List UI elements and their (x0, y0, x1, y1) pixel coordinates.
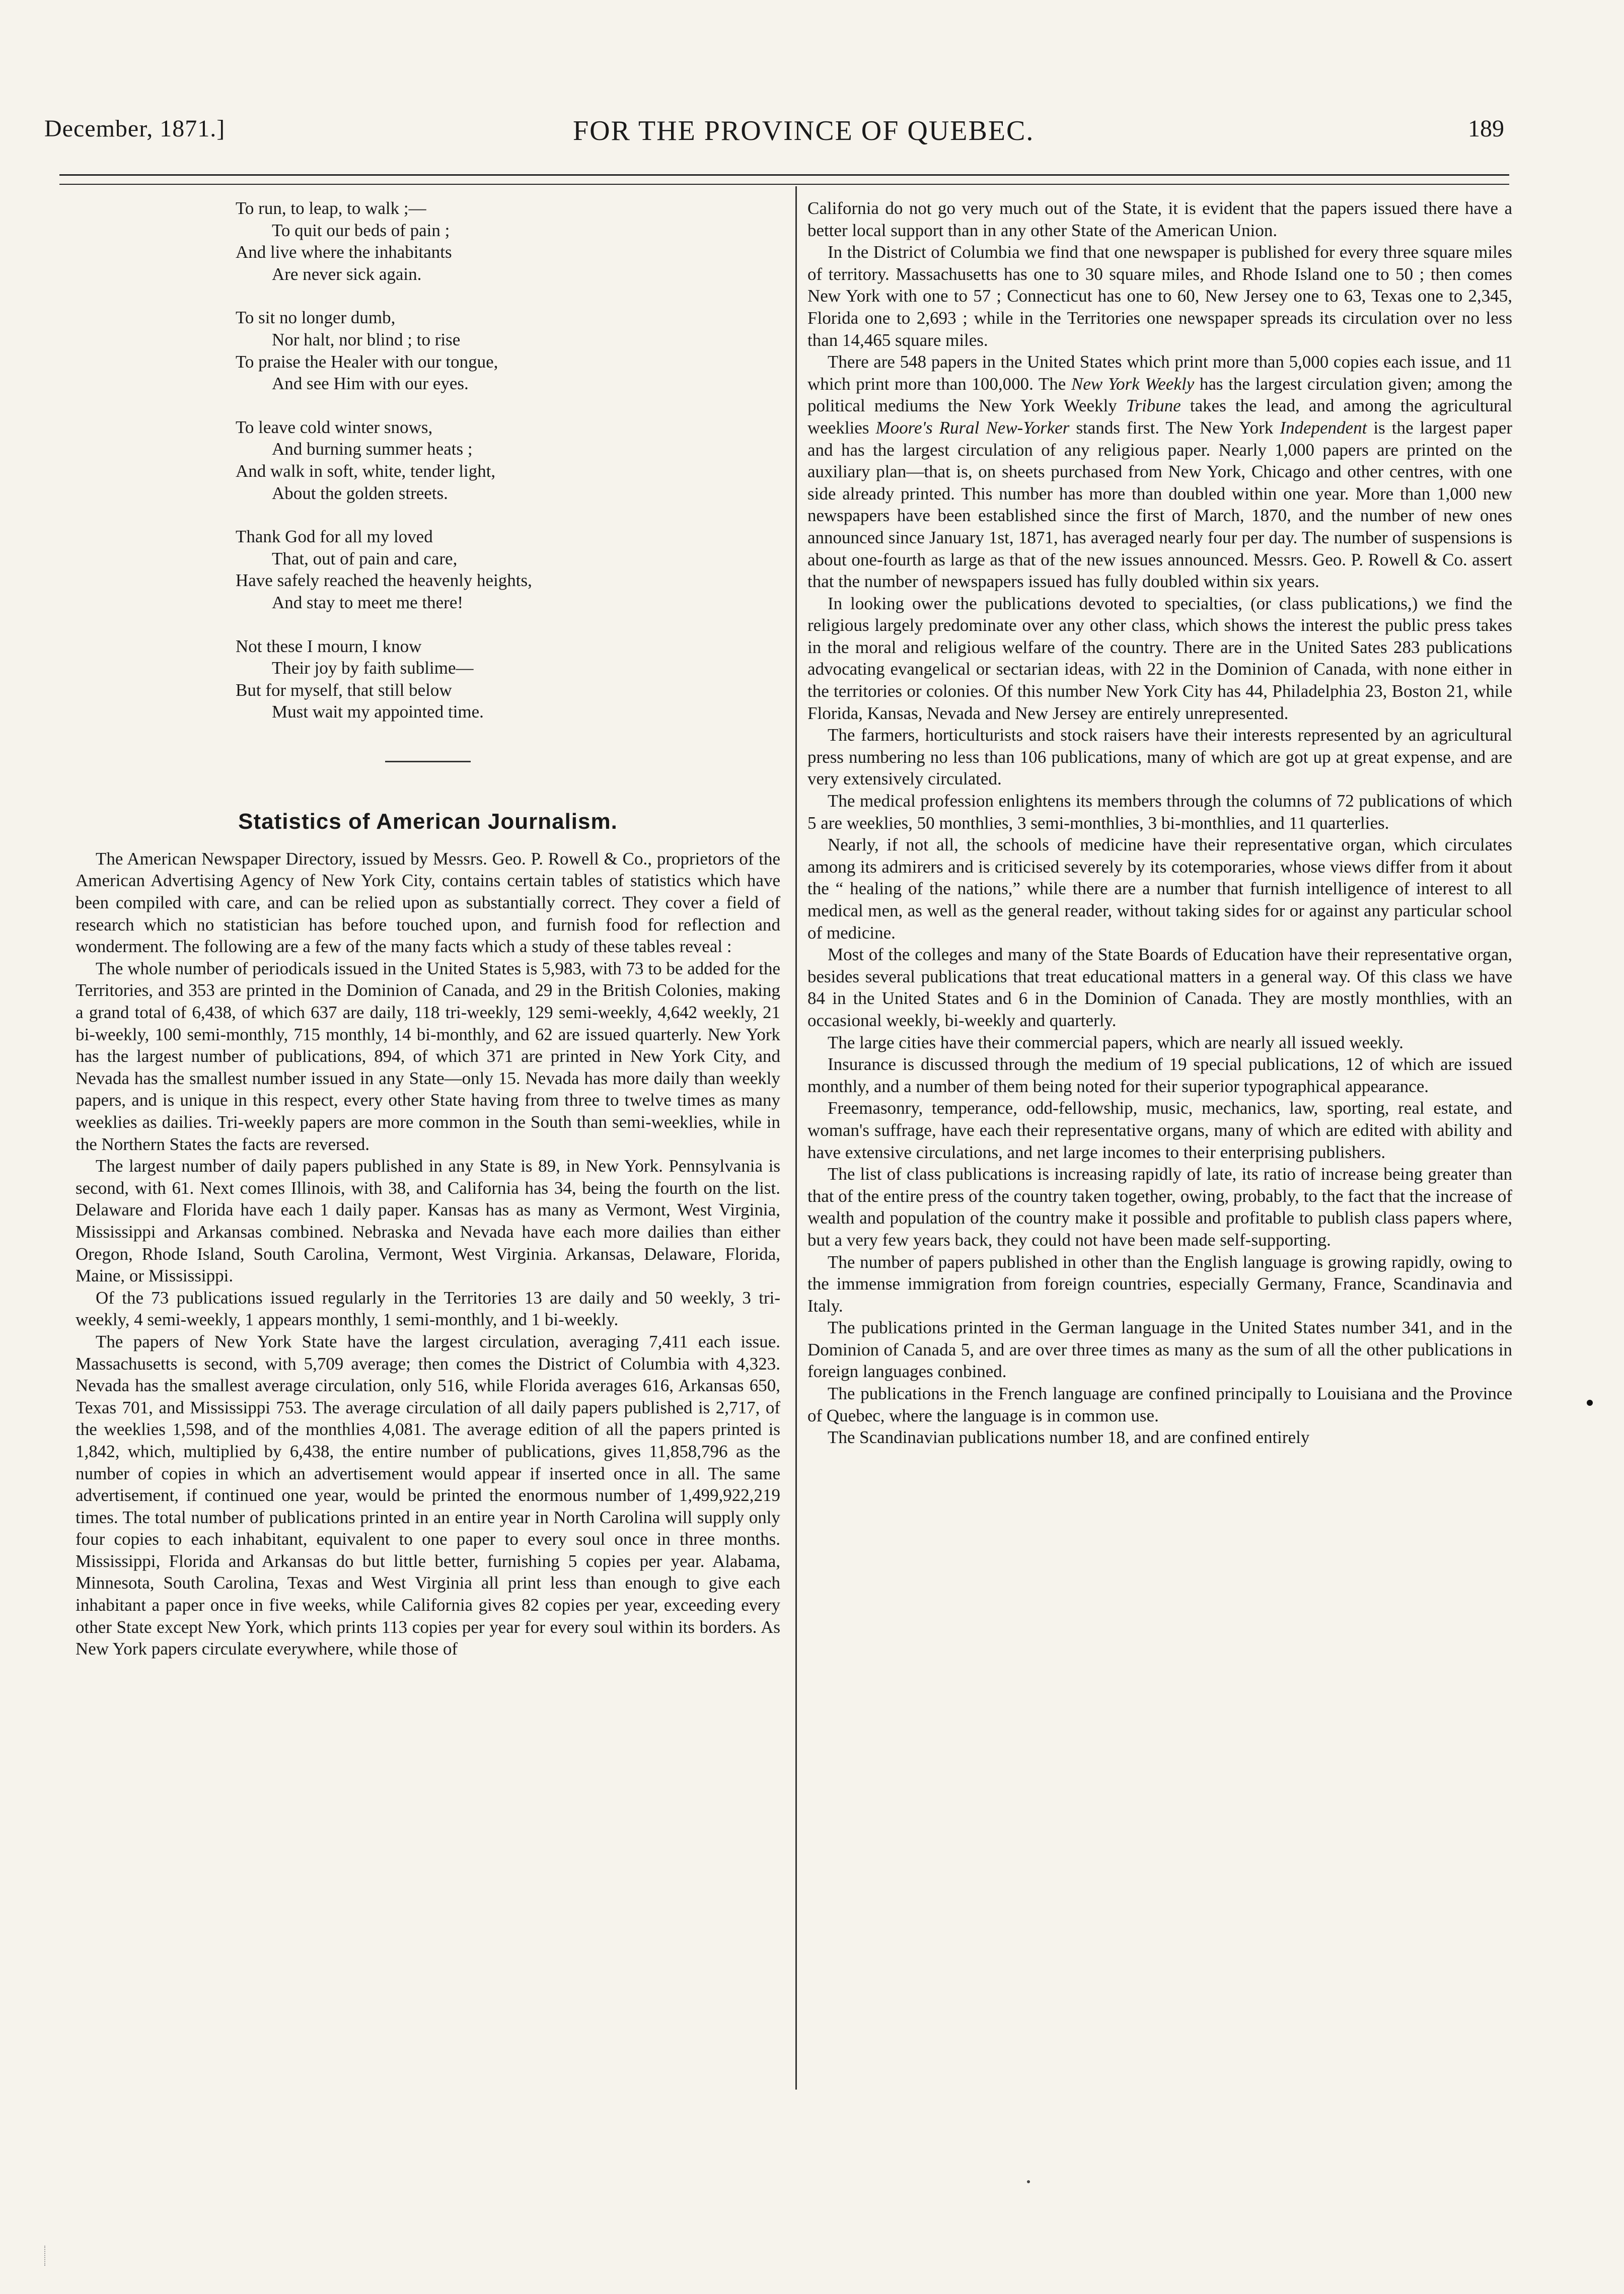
margin-mark (1587, 1400, 1593, 1406)
text-run: takes the lead, and among the agricultural weeklies (807, 396, 1512, 438)
article-paragraph: The American Newspaper Directory, issued by Messrs. Geo. P. Rowell & Co., proprietors of the American Advertising Agency of New York City, contains certain tables of statistics which have been compiled with care, and can be relied upon as substantially correct. They cover a field of research which no statistician has before touched upon, and furnish food for reflection and wonderment. The following are a few of the many facts which a study of these tables reveal : (76, 848, 780, 957)
italic-run: Independent (1280, 417, 1367, 438)
italic-run: New York Weekly (1071, 374, 1195, 394)
article-paragraph (807, 351, 1512, 593)
poem (236, 197, 780, 723)
poem-line: Thank God for all my loved (236, 527, 433, 547)
article-paragraph: Nearly, if not all, the schools of medicine have their representative organ, which circulates among its admirers and is criticised severely by its cotemporaries, whose views differ from it about the “ healing of the nations,” while there are a number that furnish intelligence of interest to all medical men, as well as the general reader, without taking sides for or against any particular school of medicine. (807, 835, 1512, 943)
text-run: has the largest circulation given; among the political mediums the New York Weekly (807, 374, 1513, 416)
poem-line: Nor halt, nor blind ; to rise (272, 329, 461, 349)
text-run: stands first. The New York (1069, 417, 1280, 438)
poem-line: Must wait my appointed time. (272, 702, 484, 722)
article-paragraph: The list of class publications is increasing rapidly of late, its ratio of increase being greater than that of the entire press of the country taken together, owing, probably, to the fact that the increase of wealth and population of the country make it possible and profitable to publish class papers where, but a very few years back, they could not have been made self-supporting. (807, 1164, 1512, 1250)
poem-stanza (236, 197, 780, 285)
header-title: FOR THE PROVINCE OF QUEBEC. (573, 115, 1035, 147)
poem-line: About the golden streets. (272, 483, 448, 503)
poem-line: And live where the inhabitants (236, 242, 452, 262)
poem-stanza (236, 307, 780, 394)
poem-line: And stay to meet me there! (272, 592, 464, 612)
header-date: December, 1871.] (44, 115, 226, 142)
article-paragraph: In looking ower the publications devoted to specialties, (or class publications,) we find the religious largely predominate over any other class, which shows the interest the public press takes in the moral and religious welfare of the country. There are in the United Sates 283 publications advocating evangelical or sectarian ideas, with 22 in the Dominion of Canada, with none either in the territories or colonies. Of this number New York City has 44, Philadelphia 23, Boston 21, while Florida, Kansas, Nevada and New Jersey are entirely unrepresented. (807, 593, 1512, 723)
page-number: 189 (1468, 115, 1504, 142)
article-paragraph: Of the 73 publications issued regularly in the Territories 13 are daily and 50 weekly, 3 tri-weekly, 4 semi-weekly, 1 appears monthly, 1 semi-monthly, and 1 bi-weekly. (76, 1287, 780, 1330)
article-title: Statistics of American Journalism. (238, 809, 618, 834)
article-paragraph: In the District of Columbia we find that one newspaper is published for every three square miles of territory. Massachusetts has one to 30 square miles, and Rhode Island one to 50 ; then comes New York with one to 57 ; Connecticut has one to 60, New Jersey one to 63, Texas one to 2,345, Florida one to 2,693 ; while in the Territories one newspaper spreads its circulation over no less than 14,465 square miles. (807, 242, 1512, 350)
page-speck (1027, 2180, 1030, 2183)
article-paragraph: Insurance is discussed through the medium of 19 special publications, 12 of which are issued monthly, and a number of them being noted for their superior typographical appearance. (807, 1054, 1512, 1096)
italic-run: Tribune (1126, 396, 1181, 416)
text-run: There are 548 papers in the United States which print more than 5,000 copies each issue, and 11 which print more than 100,000. The (807, 352, 1512, 394)
section-divider (385, 761, 471, 762)
article-paragraph: The publications printed in the German language in the United States number 341, and in the Dominion of Canada 5, and are over three times as many as the sum of all the other publications in foreign languages conbined. (807, 1318, 1512, 1382)
poem-line: But for myself, that still below (236, 680, 452, 700)
article-paragraph: The whole number of periodicals issued in the United States is 5,983, with 73 to be added for the Territories, and 353 are printed in the Dominion of Canada, and 29 in the British Colonies, making a grand total of 6,438, of which 637 are daily, 118 tri-weekly, 129 semi-weekly, 4,642 weekly, 21 bi-weekly, 100 semi-monthly, 715 monthly, 14 bi-monthly, and 62 are issued quarterly. New York has the largest number of publications, 894, of which 371 are printed in New York City, and Nevada has the smallest number issued in any State—only 15. Nevada has more daily than weekly papers, and is unique in this respect, every other State having from three to twelve times as many weeklies as dailies. Tri-weekly papers are more common in the South than semi-weeklies, while in the Northern States the facts are reversed. (76, 958, 780, 1154)
article-paragraph: Most of the colleges and many of the State Boards of Education have their representative organ, besides several publications that treat educational matters in a general way. Of this class we have 84 in the United States and 6 in the Dominion of Canada. They are mostly monthlies, with an occasional weekly, bi-weekly and quarterly. (807, 945, 1512, 1030)
poem-line: Are never sick again. (272, 264, 422, 284)
italic-run: Moore's Rural New-Yorker (875, 417, 1070, 438)
poem-line: Their joy by faith sublime— (272, 658, 474, 678)
article-paragraph: Freemasonry, temperance, odd-fellowship, music, mechanics, law, sporting, real estate, and woman's suffrage, have each their representative organs, many of which are edited with ability and have extensive circulations, and net large incomes to their enterprising publishers. (807, 1098, 1512, 1162)
poem-stanza (236, 526, 780, 613)
poem-line: To praise the Healer with our tongue, (236, 351, 498, 372)
poem-line: To sit no longer dumb, (236, 308, 396, 328)
article-paragraph: The number of papers published in other than the English language is growing rapidly, owing to the immense immigration from foreign countries, especially Germany, France, Scandinavia and Italy. (807, 1252, 1512, 1316)
article-paragraph: California do not go very much out of the State, it is evident that the papers issued there have a better local support than in any other State of the American Union. (807, 198, 1512, 240)
poem-line: Have safely reached the heavenly heights, (236, 570, 532, 591)
poem-stanza (236, 416, 780, 504)
poem-line: Not these I mourn, I know (236, 636, 422, 656)
text-run: is the largest paper and has the largest circulation of any religious paper. Nearly 1,000 papers are printed on the auxiliary plan—that is, on sheets purchased from New York, Chicago and other centres, with one side already printed. This number has more than doubled within one year. More than 1,000 new newspapers have been established since the first of March, 1870, and the number of new ones announced since January 1st, 1871, has averaged nearly four per day. The number of suspensions is about one-fourth as large as that of the new issues announced. Messrs. Geo. P. Rowell & Co. assert that the number of newspapers issued has fully doubled within six years. (807, 417, 1512, 592)
article-paragraph: The medical profession enlightens its members through the columns of 72 publications of which 5 are weeklies, 50 monthlies, 3 semi-monthlies, 3 bi-monthlies, and 11 quarterlies. (807, 791, 1512, 833)
poem-stanza (236, 635, 780, 723)
header-rule (59, 174, 1509, 185)
article-paragraph: The farmers, horticulturists and stock raisers have their interests represented by an agricultural press numbering no less than 106 publications, many of which are got up at great expense, and are very extensively circulated. (807, 725, 1512, 789)
article-paragraph: The publications in the French language are confined principally to Louisiana and the Province of Quebec, where the language is in common use. (807, 1384, 1512, 1425)
poem-line: And walk in soft, white, tender light, (236, 461, 496, 481)
article-paragraph: The largest number of daily papers published in any State is 89, in New York. Pennsylvania is second, with 61. Next comes Illinois, with 38, and California has 34, being the fourth on the list. Delaware and Florida have each 1 daily paper. Kansas has as many as Vermont, West Virginia, Mississippi and Arkansas combined. Nebraska and Nevada have each more dailies than either Oregon, Rhode Island, South Carolina, Vermont, West Virginia. Arkansas, Delaware, Florida, Maine, or Mississippi. (76, 1156, 780, 1286)
scan-artifact (44, 2246, 51, 2266)
article-paragraph: The papers of New York State have the largest circulation, averaging 7,411 each issue. Massachusetts is second, with 5,709 average; then comes the District of Columbia with 4,323. Nevada has the smallest average circulation, only 516, while Florida averages 616, Arkansas 650, Texas 701, and Mississippi 753. The average circulation of all daily papers published is 2,717, of the weeklies 1,598, and of the monthlies 4,081. The average edition of all the papers printed is 1,842, which, multiplied by 6,438, the entire number of publications, gives 11,858,796 as the number of copies in which an advertisement would appear if inserted once in all. The same advertisement, if continued one year, would be printed the enormous number of 1,499,922,219 times. The total number of publications printed in an entire year in North Carolina will supply only four copies to each inhabitant, equivalent to one paper to every soul once in three months. Mississippi, Florida and Arkansas do but little better, furnishing 5 copies per year. Alabama, Minnesota, South Carolina, Texas and West Virginia all print less than enough to give each inhabitant a paper once in five weeks, while California gives 82 copies per year, exceeding every other State except New York, which prints 113 copies per year for every soul within its borders. As New York papers circulate everywhere, while those of (76, 1331, 780, 1659)
running-header (44, 115, 1504, 155)
left-column (76, 197, 780, 1660)
poem-line: That, out of pain and care, (272, 548, 458, 568)
poem-line: To leave cold winter snows, (236, 417, 433, 437)
column-divider (795, 186, 797, 2090)
right-column (807, 197, 1512, 1449)
poem-line: To quit our beds of pain ; (272, 220, 450, 240)
article-paragraph: The large cities have their commercial papers, which are nearly all issued weekly. (828, 1032, 1404, 1052)
article-paragraph: The Scandinavian publications number 18, and are confined entirely (828, 1427, 1310, 1448)
poem-line: And see Him with our eyes. (272, 374, 469, 394)
poem-line: To run, to leap, to walk ;— (236, 198, 426, 218)
poem-line: And burning summer heats ; (272, 439, 473, 459)
